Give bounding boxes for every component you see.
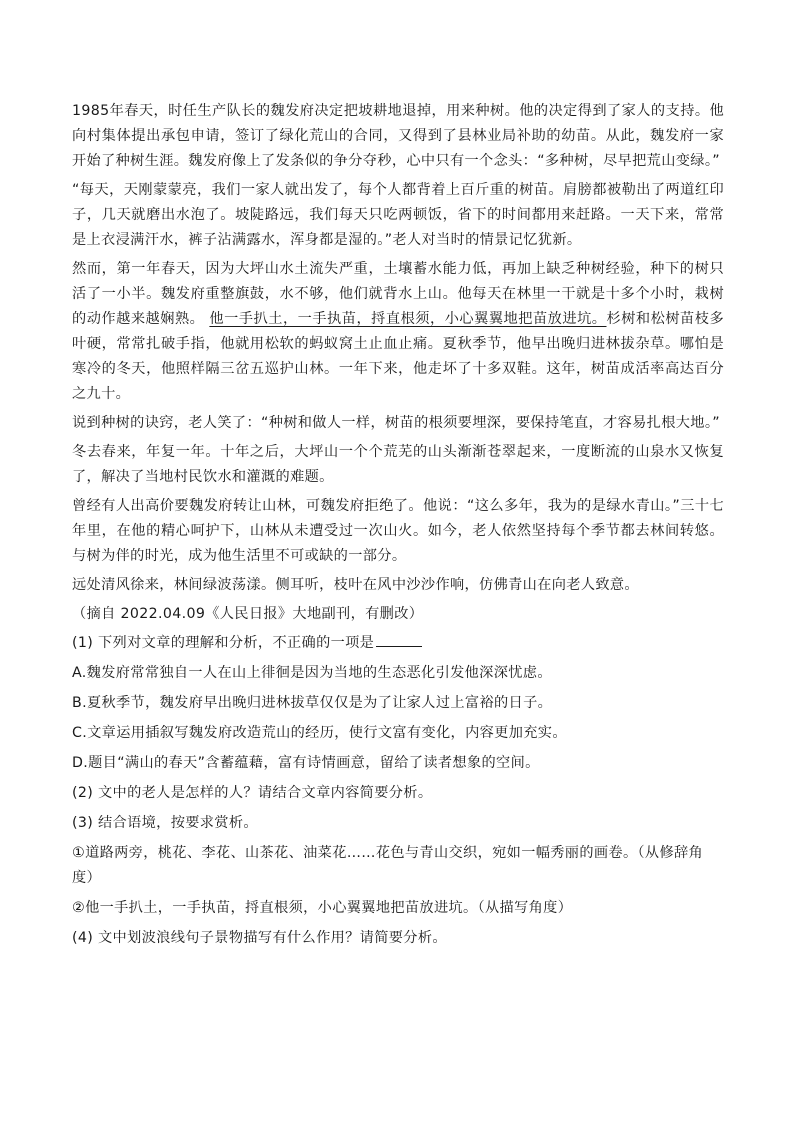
article-paragraph-2: “每天，天刚蒙蒙亮，我们一家人就出发了，每个人都背着上百斤重的树苗。肩膀都被勒出了两道红印子，几天就磨出水泡了。坡陡路远，我们每天只吃两顿饭，省下的时间都用来赶路。一天下来，常常是上衣浸满汗水，裤子沾满露水，浑身都是湿的。”老人对当时的情景记忆犹新。 xyxy=(72,182,724,248)
answer-blank[interactable] xyxy=(376,632,422,647)
article-paragraph-4: 说到种树的诀窍，老人笑了：“种树和做人一样，树苗的根须要埋深，要保持笔直，才容易扎根大地。” xyxy=(72,415,720,431)
question-1-option-b: B.夏秋季节，魏发府早出晚归进林拔草仅仅是为了让家人过上富裕的日子。 xyxy=(72,695,553,711)
paragraph-3-end: 杉树和松树苗枝多叶硬，常常扎破手指，他就用松软的蚂蚁窝土止血止痛。夏秋季节，他早出晚归进林拔杂草。哪怕是寒冷的冬天，他照样隔三岔五巡护山林。一年下来，他走坏了十多双鞋。这年，树苗成活率高达百分之九十。 xyxy=(72,311,724,402)
underlined-sentence: 他一手扒土，一手执苗，捋直根须，小心翼翼地把苗放进坑。 xyxy=(209,311,607,327)
article-paragraph-1: 1985年春天，时任生产队长的魏发府决定把坡耕地退掉，用来种树。他的决定得到了家人的支持。他向村集体提出承包申请，签订了绿化荒山的合同，又得到了县林业局补助的幼苗。从此，魏发府一家开始了种树生涯。魏发府像上了发条似的争分夺秒，心中只有一个念头：“多种树，尽早把荒山变绿。” xyxy=(72,103,724,169)
article-source: （摘自 2022.04.09《人民日报》大地副刊，有删改） xyxy=(72,606,424,622)
question-1-option-c: C.文章运用插叙写魏发府改造荒山的经历，使行文富有变化，内容更加充实。 xyxy=(72,725,567,741)
question-1-option-d: D.题目“满山的春天”含蓄蕴藉，富有诗情画意，留给了读者想象的空间。 xyxy=(72,755,540,771)
question-3-item-2: ②他一手扒土，一手执苗，捋直根须，小心翼翼地把苗放进坑。（从描写角度） xyxy=(72,900,573,916)
question-3: (3) 结合语境，按要求赏析。 xyxy=(72,815,258,831)
question-2: (2) 文中的老人是怎样的人？请结合文章内容简要分析。 xyxy=(72,785,433,801)
article-paragraph-7: 远处清风徐来，林间绿波荡漾。侧耳听，枝叶在风中沙沙作响，仿佛青山在向老人致意。 xyxy=(72,577,639,593)
question-3-item-1: ①道路两旁，桃花、李花、山茶花、油菜花……花色与青山交织，宛如一幅秀丽的画卷。（从修辞角度） xyxy=(72,845,704,886)
question-1-text: (1) 下列对文章的理解和分析，不正确的一项是 xyxy=(72,635,375,651)
article-paragraph-5: 冬去春来，年复一年。十年之后，大坪山一个个荒芜的山头渐渐苍翠起来，一度断流的山泉水又恢复了，解决了当地村民饮水和灌溉的难题。 xyxy=(72,444,724,485)
paragraph-3-start: 然而，第一年春天，因为大坪山水土流失严重，土壤蓄水能力低，再加上缺乏种树经验，种下的树只活了一小半。魏发府重整旗鼓，水不够，他们就背水上山。他每天在林里一干就是十多个小时，栽树的动作越来越娴熟。 xyxy=(72,261,724,327)
question-4: (4) 文中划波浪线句子景物描写有什么作用？请简要分析。 xyxy=(72,930,447,946)
question-1 xyxy=(72,631,724,656)
article-paragraph-6: 曾经有人出高价要魏发府转让山林，可魏发府拒绝了。他说：“这么多年，我为的是绿水青山。”三十七年里，在他的精心呵护下，山林从未遭受过一次山火。如今，老人依然坚持每个季节都去林间转悠。与树为伴的时光，成为他生活里不可或缺的一部分。 xyxy=(72,498,724,564)
article-paragraph-3 xyxy=(72,257,724,407)
document-body xyxy=(72,99,724,956)
question-1-option-a: A.魏发府常常独自一人在山上徘徊是因为当地的生态恶化引发他深深忧虑。 xyxy=(72,665,552,681)
